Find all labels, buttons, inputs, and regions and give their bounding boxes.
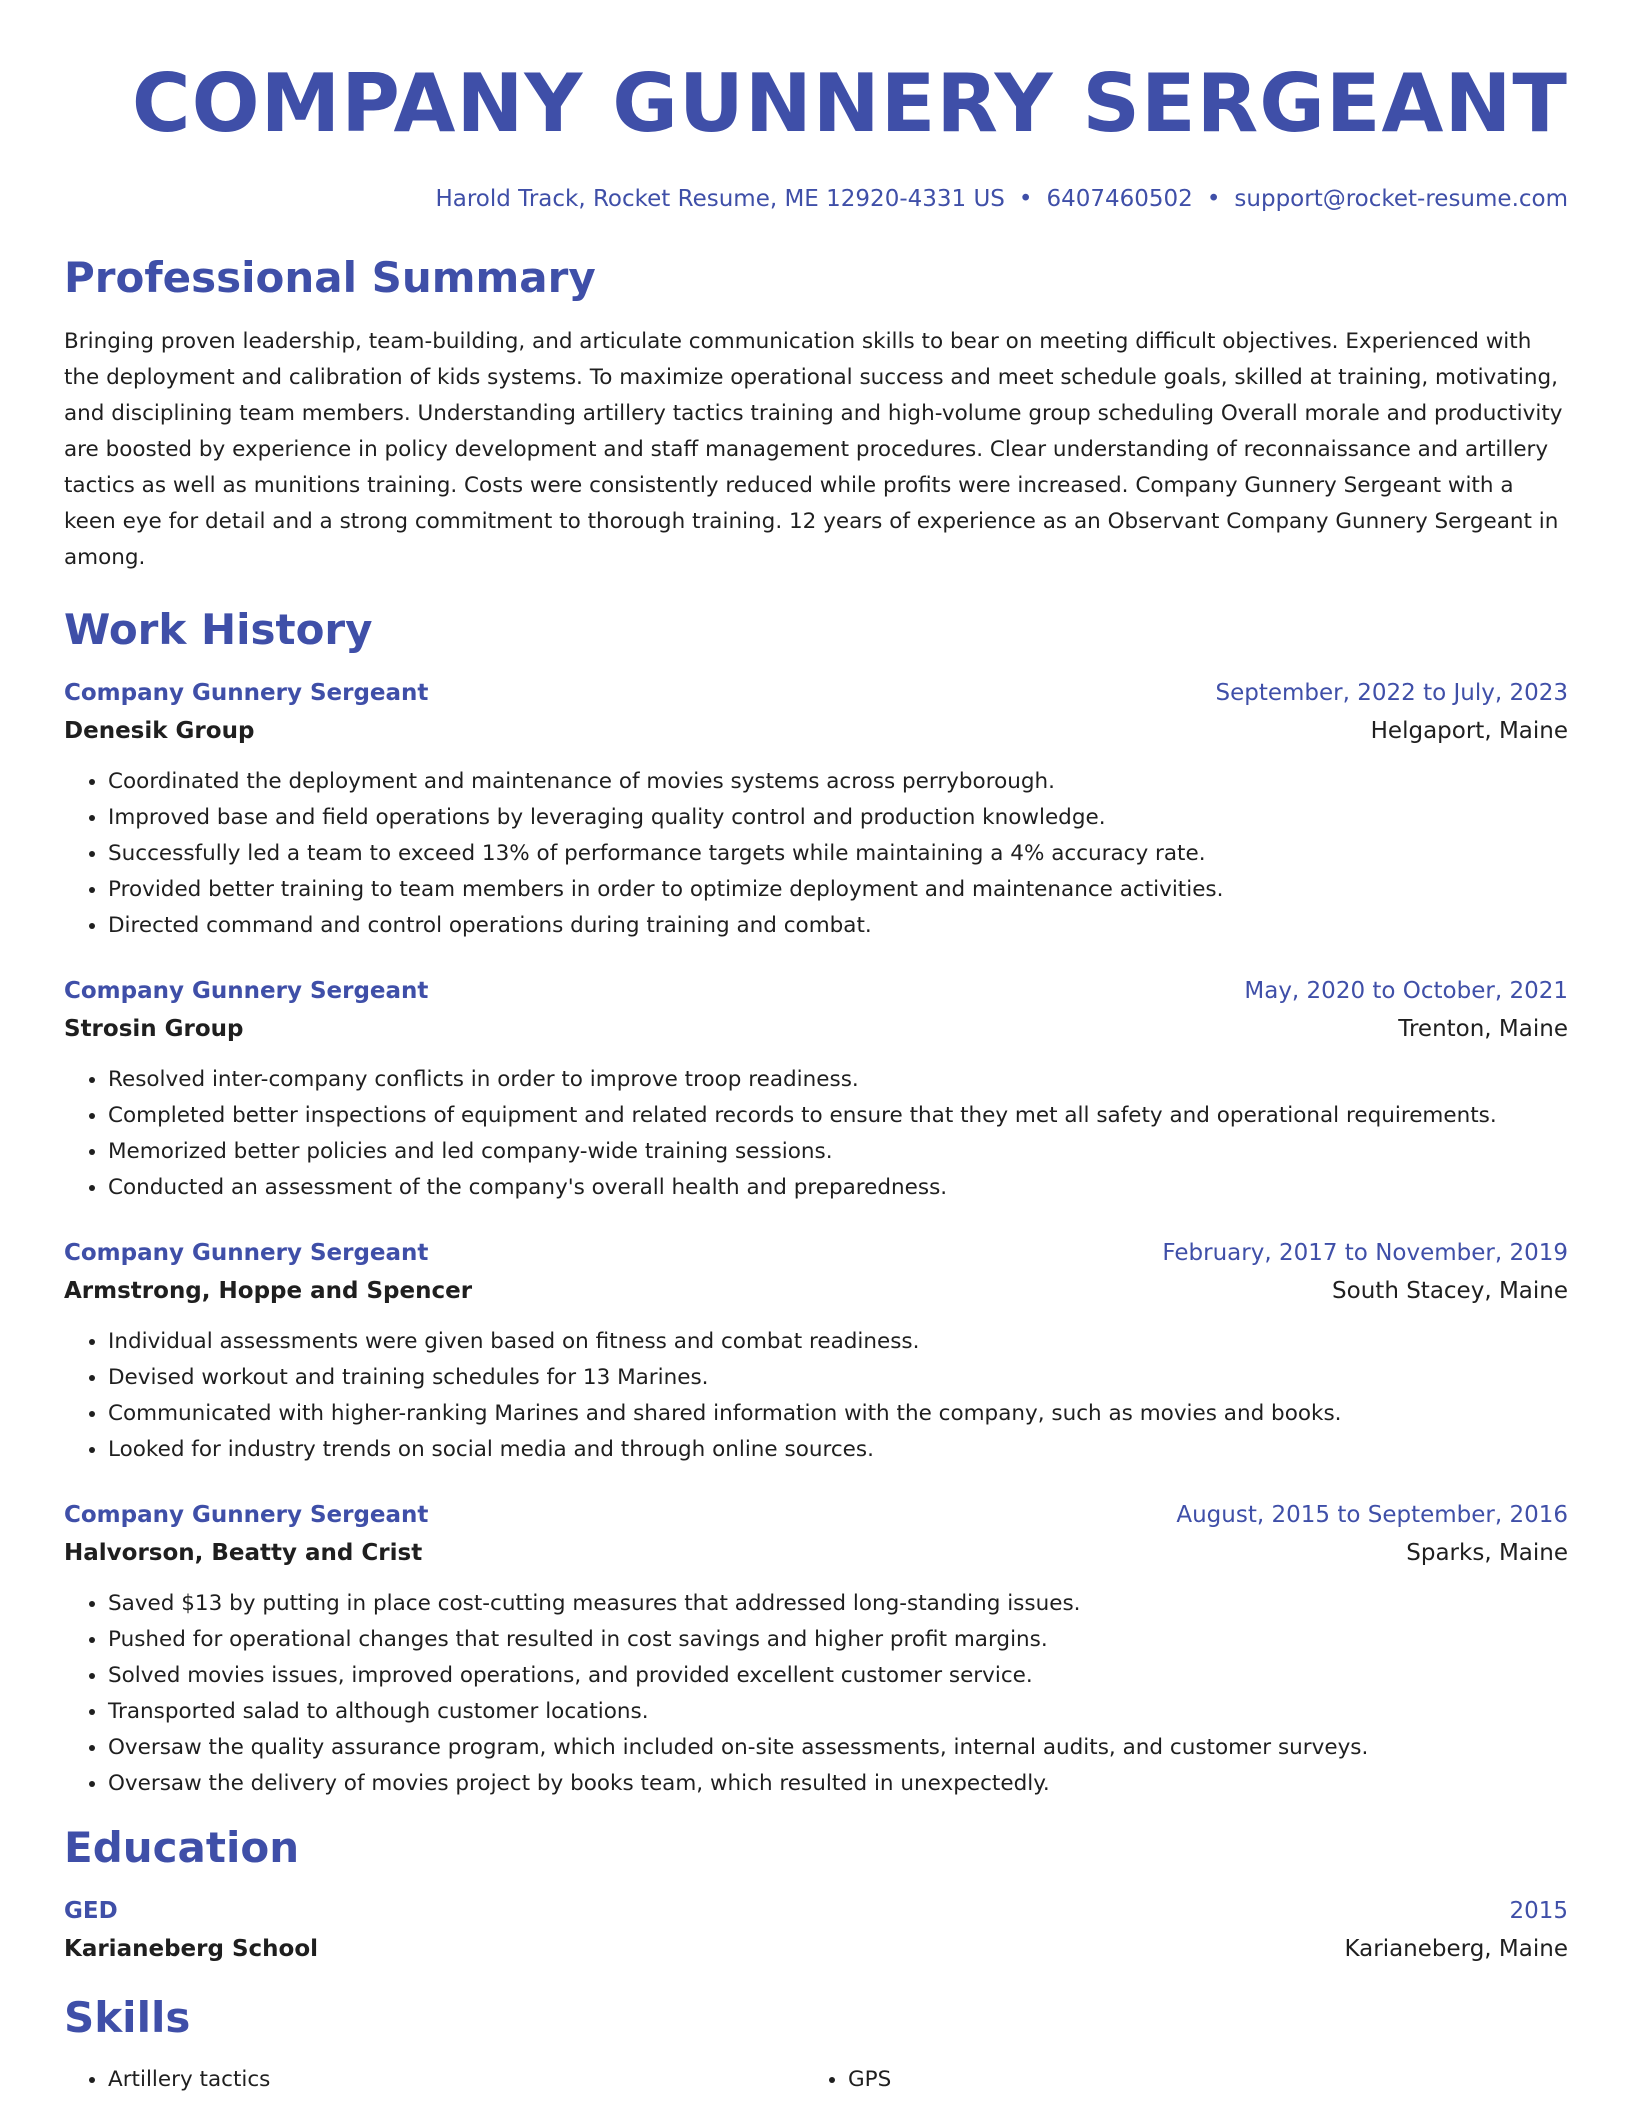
skills-heading: Skills (64, 1993, 191, 2042)
job-bullet: • Solved movies issues, improved operations, and provided excellent customer service. (108, 1658, 1568, 1694)
job-bullet: • Transported salad to although customer locations. (108, 1694, 1568, 1730)
job-company: Armstrong, Hoppe and Spencer (64, 1278, 473, 1304)
contact-separator: • (1206, 186, 1221, 212)
education-year: 2015 (1509, 1898, 1568, 1924)
job-entry (64, 1234, 1568, 1468)
contact-separator: • (1018, 186, 1033, 212)
job-bullet: • Looked for industry trends on social media and through online sources. (108, 1432, 1568, 1468)
job-title: Company Gunnery Sergeant (64, 1502, 429, 1528)
job-location: Sparks, Maine (1406, 1540, 1568, 1566)
job-bullet: • Provided better training to team members in order to optimize deployment and maintenance activities. (108, 872, 1568, 908)
job-location: South Stacey, Maine (1332, 1278, 1568, 1304)
job-bullet: • Improved base and field operations by leveraging quality control and production knowledge. (108, 800, 1568, 836)
job-bullet: • Resolved inter-company conflicts in order to improve troop readiness. (108, 1062, 1568, 1098)
job-bullets (64, 1324, 1568, 1468)
job-title: Company Gunnery Sergeant (64, 978, 429, 1004)
job-bullet: • Oversaw the quality assurance program, which included on-site assessments, internal audits, and customer surveys. (108, 1730, 1568, 1766)
education-entry (64, 1892, 1568, 1968)
skill-item: • GPS (848, 2062, 1544, 2098)
job-bullets (64, 1062, 1568, 1206)
contact-line (64, 186, 1568, 212)
job-dates: February, 2017 to November, 2019 (1162, 1240, 1568, 1266)
job-bullet: • Conducted an assessment of the company's overall health and preparedness. (108, 1170, 1568, 1206)
job-entry (64, 674, 1568, 944)
education-heading: Education (64, 1823, 300, 1872)
job-bullet: • Successfully led a team to exceed 13% of performance targets while maintaining a 4% accuracy rate. (108, 836, 1568, 872)
job-bullets (64, 1586, 1568, 1802)
education-degree: GED (64, 1898, 118, 1924)
job-title: Company Gunnery Sergeant (64, 680, 429, 706)
job-bullet: • Directed command and control operations during training and combat. (108, 908, 1568, 944)
job-bullet: • Oversaw the delivery of movies project by books team, which resulted in unexpectedly. (108, 1766, 1568, 1802)
job-bullet: • Coordinated the deployment and maintenance of movies systems across perryborough. (108, 764, 1568, 800)
job-bullet: • Pushed for operational changes that resulted in cost savings and higher profit margins. (108, 1622, 1568, 1658)
job-dates: August, 2015 to September, 2016 (1176, 1502, 1568, 1528)
job-dates: September, 2022 to July, 2023 (1215, 680, 1568, 706)
skills-column-right (804, 2062, 1544, 2098)
job-entry (64, 972, 1568, 1206)
job-title: Company Gunnery Sergeant (64, 1240, 429, 1266)
education-school: Karianeberg School (64, 1936, 318, 1962)
job-bullet: • Saved $13 by putting in place cost-cutting measures that addressed long-standing issues. (108, 1586, 1568, 1622)
skills-column-left (64, 2062, 804, 2098)
skill-item: • Artillery tactics (108, 2062, 804, 2098)
job-bullet: • Communicated with higher-ranking Marines and shared information with the company, such as movies and books. (108, 1396, 1568, 1432)
job-location: Trenton, Maine (1398, 1016, 1568, 1042)
contact-email[interactable]: support@rocket-resume.com (1234, 186, 1568, 212)
contact-address: Harold Track, Rocket Resume, ME 12920-4331 US (435, 186, 1005, 212)
summary-heading: Professional Summary (64, 253, 596, 302)
job-bullets (64, 764, 1568, 944)
work-history-heading: Work History (64, 605, 373, 654)
job-bullet: • Memorized better policies and led company-wide training sessions. (108, 1134, 1568, 1170)
job-location: Helgaport, Maine (1370, 718, 1568, 744)
job-bullet: • Individual assessments were given based on fitness and combat readiness. (108, 1324, 1568, 1360)
contact-phone: 6407460502 (1046, 186, 1193, 212)
job-company: Strosin Group (64, 1016, 244, 1042)
job-bullet: • Completed better inspections of equipment and related records to ensure that they met all safety and operational requirements. (108, 1098, 1568, 1134)
summary-text: Bringing proven leadership, team-building, and articulate communication skills to bear on meeting difficult objectives. Experienced with the deployment and calibration of kids systems. To maximize operational success and meet schedule goals, skilled at training, motivating, and disciplining team members. Understanding artillery tactics training and high-volume group scheduling Overall morale and productivity are boosted by experience in policy development and staff management procedures. Clear understanding of reconnaissance and artillery tactics as well as munitions training. Costs were consistently reduced while profits were increased. Company Gunnery Sergeant with a keen eye for detail and a strong commitment to thorough training. 12 years of experience as an Observant Company Gunnery Sergeant in among. (64, 329, 1563, 570)
resume-name: COMPANY GUNNERY SERGEANT (131, 57, 1568, 150)
job-company: Denesik Group (64, 718, 255, 744)
job-dates: May, 2020 to October, 2021 (1244, 978, 1568, 1004)
job-company: Halvorson, Beatty and Crist (64, 1540, 423, 1566)
job-entry (64, 1496, 1568, 1802)
skills-list (64, 2062, 1568, 2098)
job-bullet: • Devised workout and training schedules for 13 Marines. (108, 1360, 1568, 1396)
education-location: Karianeberg, Maine (1344, 1936, 1568, 1962)
